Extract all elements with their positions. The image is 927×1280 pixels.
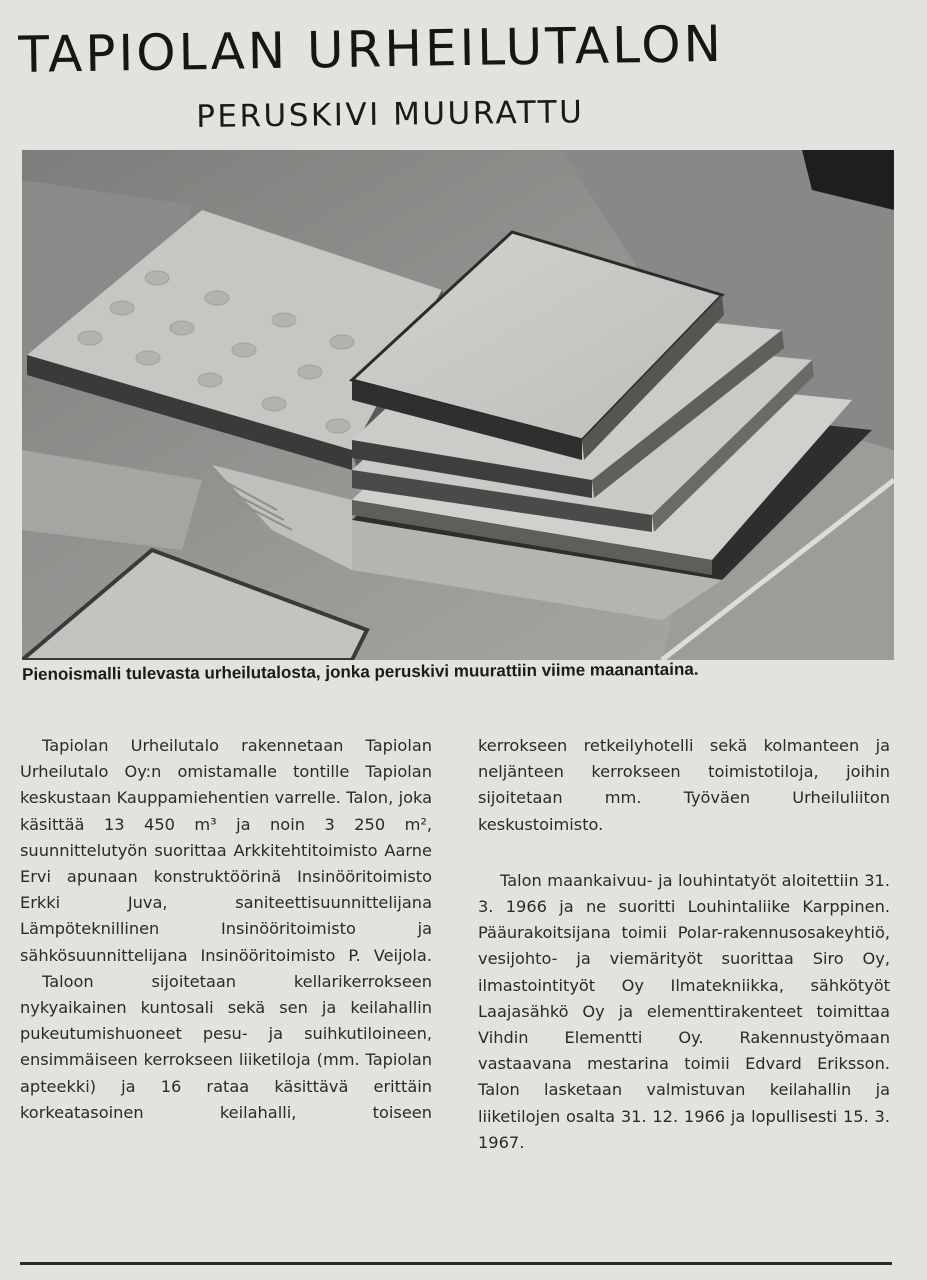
photo-caption: Pienoismalli tulevasta urheilutalosta, jonka peruskivi muurattiin viime maanantaina. bbox=[22, 659, 699, 684]
model-illustration bbox=[22, 150, 894, 660]
headline: TAPIOLAN URHEILUTALON bbox=[18, 14, 725, 84]
architectural-model-photo bbox=[22, 150, 894, 660]
bottom-rule bbox=[20, 1262, 892, 1265]
paragraph: kerrokseen retkeilyhotelli sekä kolmanteen ja neljänteen kerrokseen toimistotiloja, joihin sijoitetaan mm. Työväen Urheiluliiton keskustoimisto. bbox=[478, 736, 890, 834]
article-body bbox=[20, 733, 890, 1253]
subheadline: PERUSKIVI MUURATTU bbox=[196, 94, 585, 135]
paragraph: Tapiolan Urheilutalo rakennetaan Tapiolan Urheilutalo Oy:n omistamalle tontille Tapiolan keskustaan Kauppamiehentien varrelle. Talon, joka käsittää 13 450 m³ ja noin 3 250 m², suunnittelutyön suorittaa Arkkitehtitoimisto Aarne Ervi apunaan konstruktöörinä Insinööritoimisto Erkki Juva, saniteettisuunnittelijana Lämpöteknillinen Insinööritoimisto ja sähkösuunnittelijana Insinööritoimisto P. Veijola. bbox=[20, 736, 432, 965]
paragraph: Taloon sijoitetaan kellarikerrokseen nykyaikainen kuntosali sekä sen ja keilahallin pukeutumishuoneet pesu- ja suihkutiloineen, ensimmäiseen kerrokseen liiketiloja (mm. Tapiolan apteekki) ja 16 rataa käsittävä erittäin korkeatasoinen keilahalli, toiseen bbox=[20, 971, 432, 1122]
left-column bbox=[20, 733, 432, 1253]
right-column bbox=[478, 733, 890, 1253]
paragraph: Talon maankaivuu- ja louhintatyöt aloitettiin 31. 3. 1966 ja ne suoritti Louhintaliike Karppinen. Pääurakoitsijana toimii Polar-rakennusosakeyhtiö, vesijohto- ja viemärityöt suorittaa Siro Oy, ilmastointityöt Oy Ilmatekniikka, sähkötyöt Laajasähkö Oy ja elementtirakenteet toimittaa Vihdin Elementti Oy. Rakennustyömaan vastaavana mestarina toimii Edvard Eriksson. Talon lasketaan valmistuvan keilahallin ja liiketilojen osalta 31. 12. 1966 ja lopullisesti 15. 3. 1967. bbox=[478, 870, 890, 1152]
